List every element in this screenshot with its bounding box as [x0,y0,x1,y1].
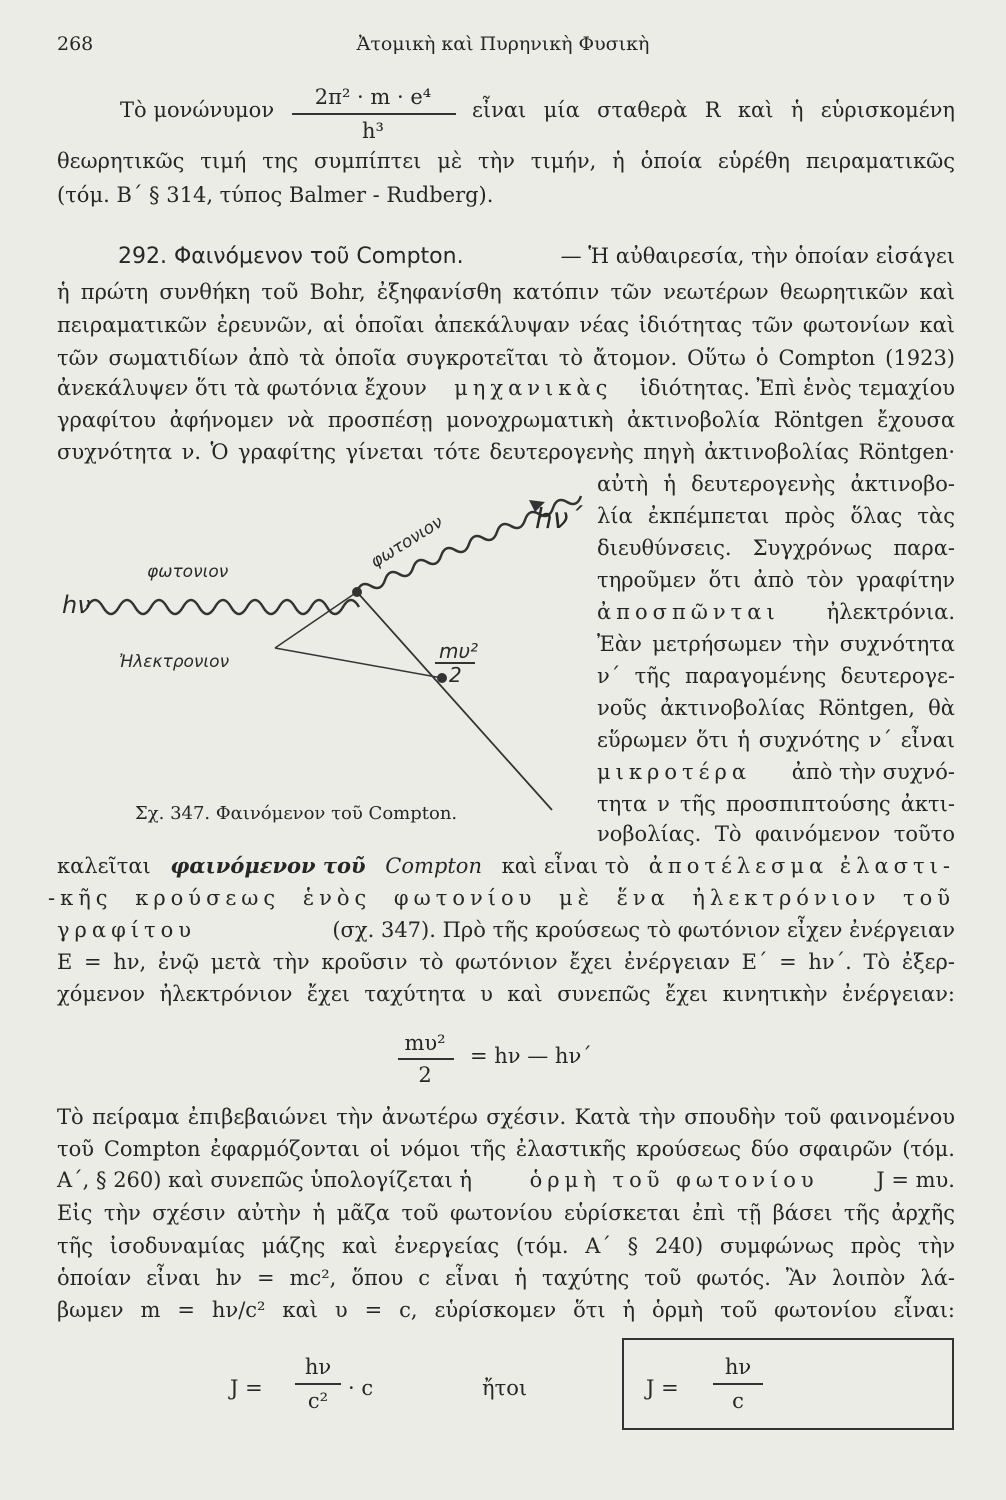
figure-caption: Σχ. 347. Φαινόμενον τοῦ Compton. [135,803,458,824]
eq2-bar [295,1383,341,1385]
eq2-connector: ἤτοι [482,1376,528,1400]
section-line-4-a: ἀνεκάλυψεν ὅτι τὰ φωτόνια ἔχουν [57,376,427,400]
cont-1-compton: Compton [385,854,482,878]
side-line-10: τητα ν τῆς προσπιπτούσης ἀκτι- [597,792,955,816]
label-scattered-hv: hν΄ [535,502,583,535]
intro-lead: Τὸ μονώνυμον [120,98,275,122]
electron-trajectory [357,592,552,810]
label-photon-in: φωτονιον [147,562,229,582]
side-line-2: διευθύνσεις. Συγχρόνως παρα- [597,536,955,560]
continuation-line-4: E = hν, ἐνῷ μετὰ τὴν κροῦσιν τὸ φωτόνιον ἔχει ἐνέργειαν E΄ = hν΄. Τὸ ἐξερ- [57,950,955,974]
eq2-boxed-bar [713,1383,763,1385]
continuation-line-1 [57,852,955,880]
concl-3-a: Α΄, § 260) καὶ συνεπῶς ὑπολογίζεται ἡ [57,1168,472,1192]
intro-fraction-bar [292,113,456,115]
conclusion-line-3 [57,1166,955,1194]
intro-trail: εἶναι μία σταθερὰ R καὶ ἡ εὑρισκομένη [472,98,955,122]
side-line-11: νοβολίας. Τὸ φαινόμενον τοῦτο [597,822,955,846]
conclusion-line-4: Εἰς τὴν σχέσιν αὐτὴν ἡ μᾶζα τοῦ φωτονίου εὑρίσκεται ἐπὶ τῇ βάσει τῆς ἀρχῆς [57,1201,955,1225]
construction-line-b [275,648,442,678]
label-photon-out: φωτονιον [367,512,447,573]
incident-photon-wave [87,600,359,614]
continuation-line-3 [57,916,955,944]
concl-3-spaced: ὁρμὴ τοῦ φωτονίου [529,1168,819,1192]
continuation-line-2: -κῆς κρούσεως ἑνὸς φωτονίου μὲ ἕνα ἠλεκτρόνιον τοῦ [48,886,955,910]
eq2-boxed-lhs: J = [646,1376,679,1400]
eq2-boxed-denominator: c [732,1389,744,1413]
label-incident-hv: hν [62,591,91,619]
side-line-4-spaced: ἀποσπῶνται [597,600,780,624]
section-number: 292. [118,244,167,269]
intro-line-3: (τόμ. Β΄ § 314, τύπος Balmer - Rudberg). [57,183,494,207]
eq2-times-c: · c [348,1376,374,1400]
continuation-line-5: χόμενον ἠλεκτρόνιον ἔχει ταχύτητα υ καὶ συνεπῶς ἔχει κινητικὴν ἐνέργειαν: [57,982,955,1006]
eq2-numerator: hν [304,1355,332,1379]
side-line-4 [597,598,955,626]
cont-1-phenomenon: φαινόμενον τοῦ [170,853,366,878]
section-line-0: — Ἡ αὐθαιρεσία, τὴν ὁποίαν εἰσάγει [560,244,955,268]
section-line-4 [57,374,955,402]
conclusion-line-5: τῆς ἰσοδυναμίας μάζης καὶ ἐνεργείας (τόμ. Α΄ § 240) συμφώνως πρὸς τὴν [57,1234,955,1258]
side-line-4-b: ἠλεκτρόνια. [826,600,955,624]
eq1-denominator: 2 [418,1063,432,1087]
side-line-1: λία ἐκπέμπεται πρὸς ὅλας τὰς [597,504,955,528]
side-line-7: νοῦς ἀκτινοβολίας Röntgen, θὰ [597,696,955,720]
intro-line-2: θεωρητικῶς τιμή της συμπίπτει μὲ τὴν τιμήν, ἡ ὁποία εὑρέθη πειραματικῶς [57,149,955,173]
section-line-4-b: ἰδιότητας. Ἐπὶ ἑνὸς τεμαχίου [639,376,955,400]
intro-fraction-denominator: h³ [362,119,384,143]
side-line-9-spaced: μικροτέρα [597,760,752,784]
section-line-2: πειραματικῶν ἐρευνῶν, αἱ ὁποῖαι ἀπεκάλυψαν νέας ἰδιότητας τῶν φωτονίων καὶ [57,313,955,337]
side-line-0: αὐτὴ ἡ δευτερογενὴς ἀκτινοβο- [597,472,955,496]
eq1-numerator: mυ² [404,1031,446,1055]
label-electron: Ἠλεκτρονιον [119,652,230,672]
conclusion-line-6: ὁποίαν εἶναι hν = mc², ὅπου c εἶναι ἡ ταχύτης τοῦ φωτός. Ἂν λοιπὸν λά- [57,1266,955,1290]
section-line-1: ἡ πρώτη συνθήκη τοῦ Bohr, ἐξηφανίσθη κατόπιν τῶν νεωτέρων θεωρητικῶν καὶ [57,280,955,304]
cont-3-spaced: γραφίτου [57,918,197,942]
conclusion-line-1: Τὸ πείραμα ἐπιβεβαιώνει τὴν ἀνωτέρω σχέσιν. Κατὰ τὴν σπουδὴν τοῦ φαινομένου [57,1105,955,1129]
side-line-6: ν΄ τῆς παραγομένης δευτερογε- [597,664,955,688]
section-heading-line [118,242,955,271]
cont-1-b: καὶ εἶναι τὸ [501,854,630,878]
side-line-9 [597,758,955,786]
conclusion-line-2: τοῦ Compton ἐφαρμόζονται οἱ νόμοι τῆς ἐλαστικῆς κρούσεως δύο σφαιρῶν (τόμ. [57,1137,955,1161]
cont-1-a: καλεῖται [57,854,151,878]
section-line-4-spaced: μηχανικὰς [454,376,613,400]
concl-3-b: J = mυ. [876,1168,955,1192]
intro-fraction-numerator: 2π² · m · e⁴ [314,85,432,109]
section-title-group [118,243,464,271]
side-line-3: τηροῦμεν ὅτι ἀπὸ τὸν γραφίτην [597,568,955,592]
label-energy-denominator: 2 [449,663,462,687]
side-line-9-b: ἀπὸ τὴν συχνό- [791,760,955,784]
label-energy-numerator: mυ² [439,639,479,663]
eq2-boxed-numerator: hν [724,1355,752,1379]
cont-3-b: (σχ. 347). Πρὸ τῆς κρούσεως τὸ φωτόνιον εἶχεν ἐνέργειαν [332,918,955,942]
section-line-6: συχνότητα ν. Ὁ γραφίτης γίνεται τότε δευτερογενὴς πηγὴ ἀκτινοβολίας Röntgen· [57,440,955,464]
cont-1-spaced: ἀποτέλεσμα ἐλαστι- [648,854,955,878]
section-line-3: τῶν σωματιδίων ἀπὸ τὰ ὁποῖα συγκροτεῖται τὸ ἄτομον. Οὕτω ὁ Compton (1923) [57,346,955,370]
page-number: 268 [57,33,94,55]
running-title: Ἀτομικὴ καὶ Πυρηνικὴ Φυσικὴ [356,33,650,55]
compton-figure [57,470,592,850]
eq2-lhs: J = [230,1376,263,1400]
eq2-denominator: c² [307,1389,329,1413]
section-title: Φαινόμενον τοῦ Compton. [173,244,464,269]
section-line-5: γραφίτου ἀφήνομεν νὰ προσπέσῃ μονοχρωματικὴ ἀκτινοβολία Röntgen ἔχουσα [57,408,955,432]
eq1-rhs: = hν — hν΄ [470,1044,592,1068]
side-line-5: Ἐὰν μετρήσωμεν τὴν συχνότητα [597,632,955,656]
conclusion-line-7: βωμεν m = hν/c² καὶ υ = c, εὑρίσκομεν ὅτι ἡ ὁρμὴ τοῦ φωτονίου εἶναι: [57,1298,955,1322]
eq1-bar [398,1058,454,1060]
side-line-8: εὕρωμεν ὅτι ἡ συχνότης ν΄ εἶναι [597,728,955,752]
